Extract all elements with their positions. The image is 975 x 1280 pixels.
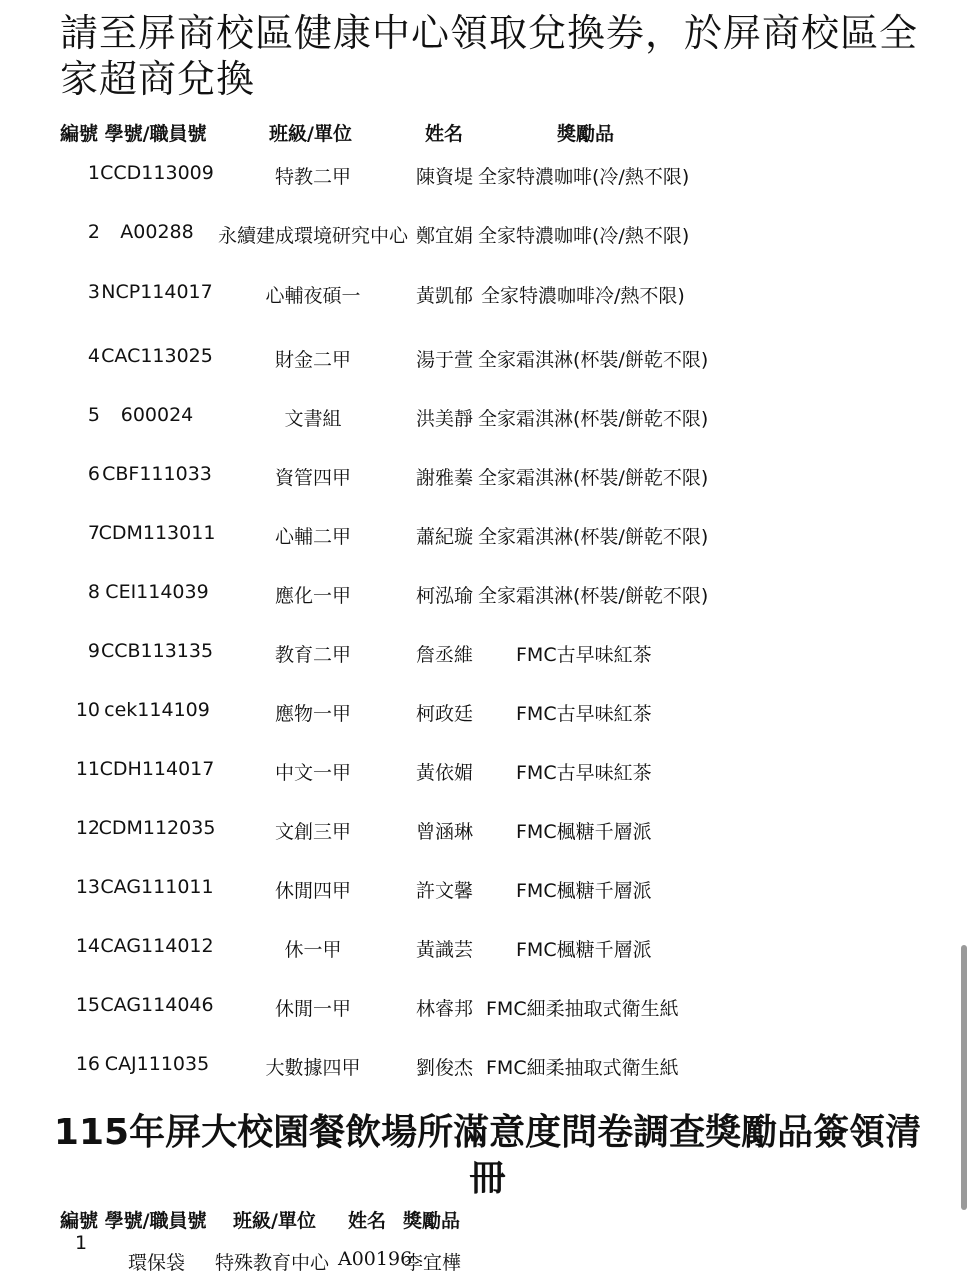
row-prize: 全家霜淇淋(杯裝/餅乾不限) xyxy=(478,585,709,607)
table-row xyxy=(0,281,975,309)
table-row xyxy=(0,345,975,373)
row-unit: 教育二甲 xyxy=(274,644,352,666)
table-row xyxy=(0,876,975,904)
row-unit: 中文一甲 xyxy=(274,762,352,784)
row-unit: 資管四甲 xyxy=(274,467,352,489)
row-prize: FMC細柔抽取式衛生紙 xyxy=(486,998,679,1020)
row2-unit: 特殊教育中心 xyxy=(215,1252,330,1274)
row-prize: FMC楓糖千層派 xyxy=(516,939,652,961)
row-id: CAG111011 xyxy=(100,876,214,898)
row-prize: 全家特濃咖啡冷/熱不限) xyxy=(481,285,685,307)
row-id: CDH114017 xyxy=(99,758,215,780)
row-prize: 全家霜淇淋(杯裝/餅乾不限) xyxy=(478,467,709,489)
row-name: 黃識芸 xyxy=(416,939,474,961)
row-unit: 大數據四甲 xyxy=(265,1057,361,1079)
row-id: A00288 xyxy=(120,221,194,243)
row-prize: 全家霜淇淋(杯裝/餅乾不限) xyxy=(478,349,709,371)
row-id: CCB113135 xyxy=(100,640,214,662)
header2-unit: 班級/單位 xyxy=(233,1210,316,1232)
row-prize: 全家霜淇淋(杯裝/餅乾不限) xyxy=(478,408,709,430)
table-row xyxy=(0,699,975,727)
row-id: CCD113009 xyxy=(100,162,214,184)
row-num: 13 xyxy=(75,876,100,898)
row-unit: 文書組 xyxy=(284,408,342,430)
section2-title: 115年屏大校園餐飲場所滿意度問卷調查獎勵品簽領清冊 xyxy=(53,1112,922,1199)
row2-id: A00196 xyxy=(338,1248,413,1270)
row2-num: 1 xyxy=(75,1232,88,1254)
row-unit: 休閒一甲 xyxy=(274,998,352,1020)
header-num-id: 編號 學號/職員號 xyxy=(60,123,207,145)
row-id: CAC113025 xyxy=(101,345,213,367)
header-name: 姓名 xyxy=(425,123,464,145)
row-name: 柯泓瑜 xyxy=(416,585,474,607)
row-num: 16 xyxy=(75,1053,100,1075)
row-prize: FMC古早味紅茶 xyxy=(516,644,652,666)
row-unit: 財金二甲 xyxy=(274,349,352,371)
header2-num-id: 編號 學號/職員號 xyxy=(60,1210,207,1232)
row-unit: 心輔夜碩一 xyxy=(265,285,361,307)
row-id: CAG114046 xyxy=(100,994,214,1016)
row-num: 6 xyxy=(87,463,100,485)
row-num: 3 xyxy=(87,281,100,303)
table-row xyxy=(0,640,975,668)
row-name: 洪美靜 xyxy=(416,408,474,430)
table-row xyxy=(0,522,975,550)
table-row xyxy=(0,221,975,249)
row-id: cek114109 xyxy=(104,699,210,721)
row-name: 柯政廷 xyxy=(416,703,474,725)
row-num: 9 xyxy=(87,640,100,662)
table-row xyxy=(0,758,975,786)
notice-heading: 請至屏商校區健康中心領取兌換券，於屏商校區全家超商兌換 xyxy=(60,11,919,101)
row-name: 林睿邦 xyxy=(416,998,474,1020)
table-row xyxy=(0,935,975,963)
row-prize: FMC楓糖千層派 xyxy=(516,880,652,902)
row-unit: 應物一甲 xyxy=(274,703,352,725)
row-num: 1 xyxy=(87,162,100,184)
header2-prize: 獎勵品 xyxy=(403,1210,461,1232)
row-name: 鄭宜娟 xyxy=(416,225,474,247)
row-id: CAJ111035 xyxy=(104,1053,210,1075)
table-row xyxy=(0,162,975,190)
row-num: 5 xyxy=(87,404,100,426)
scrollbar-thumb[interactable] xyxy=(961,945,967,1210)
row-prize: FMC細柔抽取式衛生紙 xyxy=(486,1057,679,1079)
row-num: 12 xyxy=(75,817,100,839)
row-id: 600024 xyxy=(120,404,194,426)
table-row xyxy=(0,994,975,1022)
table-row xyxy=(0,404,975,432)
row2-name: 李宜樺 xyxy=(404,1252,462,1274)
row-num: 10 xyxy=(75,699,100,721)
row-unit: 文創三甲 xyxy=(274,821,352,843)
row-unit: 特教二甲 xyxy=(274,166,352,188)
row-num: 4 xyxy=(87,345,100,367)
row-prize: FMC古早味紅茶 xyxy=(516,762,652,784)
row-num: 11 xyxy=(75,758,100,780)
row-id: CBF111033 xyxy=(102,463,212,485)
row-prize: FMC古早味紅茶 xyxy=(516,703,652,725)
row-id: CDM112035 xyxy=(98,817,216,839)
row-unit: 心輔二甲 xyxy=(274,526,352,548)
row-prize: FMC楓糖千層派 xyxy=(516,821,652,843)
row-name: 黃依媚 xyxy=(416,762,474,784)
header2-name: 姓名 xyxy=(348,1210,387,1232)
row-name: 湯于萱 xyxy=(416,349,474,371)
header-prize: 獎勵品 xyxy=(557,123,615,145)
row-name: 黃凱郁 xyxy=(416,285,474,307)
row-unit: 休一甲 xyxy=(284,939,342,961)
row-num: 7 xyxy=(87,522,100,544)
row-prize: 全家霜淇淋(杯裝/餅乾不限) xyxy=(478,526,709,548)
row-id: CDM113011 xyxy=(98,522,216,544)
row-name: 曾涵琳 xyxy=(416,821,474,843)
row-name: 蕭紀璇 xyxy=(416,526,474,548)
row-num: 15 xyxy=(75,994,100,1016)
row-name: 劉俊杰 xyxy=(416,1057,474,1079)
row2-prize: 環保袋 xyxy=(128,1252,186,1274)
table-row xyxy=(0,581,975,609)
row-num: 8 xyxy=(87,581,100,603)
row-name: 謝雅蓁 xyxy=(416,467,474,489)
row-num: 14 xyxy=(75,935,100,957)
row-id: CEI114039 xyxy=(105,581,209,603)
table-row xyxy=(0,817,975,845)
row-name: 許文馨 xyxy=(416,880,474,902)
row-unit: 應化一甲 xyxy=(274,585,352,607)
row-name: 詹丞維 xyxy=(416,644,474,666)
row-name: 陳資堤 xyxy=(416,166,474,188)
table-row xyxy=(0,1053,975,1081)
row-prize: 全家特濃咖啡(冷/熱不限) xyxy=(478,225,690,247)
row-prize: 全家特濃咖啡(冷/熱不限) xyxy=(478,166,690,188)
row-id: CAG114012 xyxy=(100,935,214,957)
row-unit: 永續建成環境研究中心 xyxy=(217,225,409,247)
row-unit: 休閒四甲 xyxy=(274,880,352,902)
table-row xyxy=(0,463,975,491)
header-unit: 班級/單位 xyxy=(269,123,352,145)
row-num: 2 xyxy=(87,221,100,243)
row-id: NCP114017 xyxy=(101,281,213,303)
